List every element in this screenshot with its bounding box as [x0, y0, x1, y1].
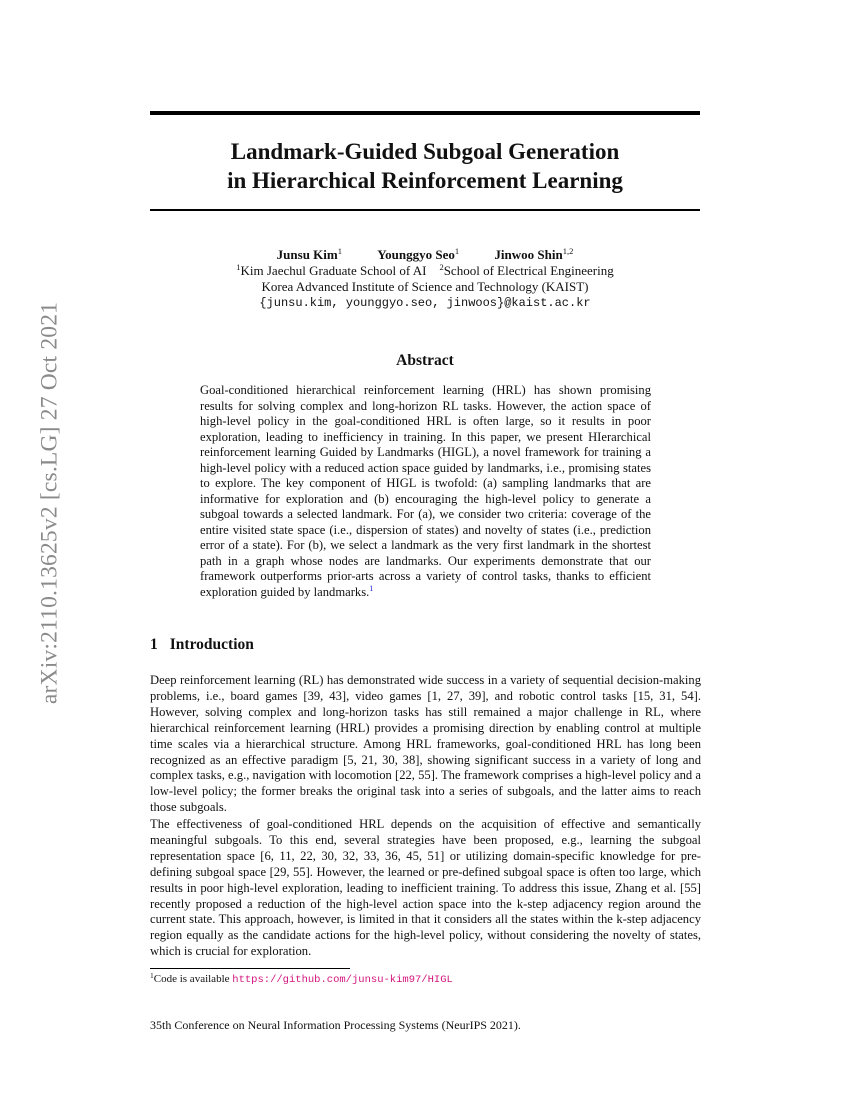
conference-note: 35th Conference on Neural Information Processing Systems (NeurIPS 2021).	[150, 1018, 521, 1032]
footnote: $^1$Code is available https://github.com/junsu-kim97/HIGL	[150, 971, 453, 986]
author: Junsu Kim$^1$	[276, 246, 342, 262]
arxiv-stamp: arXiv:2110.13625v2 [cs.LG] 27 Oct 2021	[36, 301, 63, 705]
author: Jinwoo Shin$^{1,2}$	[494, 246, 574, 262]
author-block	[150, 247, 700, 311]
footnote-ref[interactable]: 1	[369, 583, 374, 593]
code-link[interactable]: https://github.com/junsu-kim97/HIGL	[232, 974, 453, 986]
title-line-2: in Hierarchical Reinforcement Learning	[227, 168, 623, 193]
paper-title	[150, 137, 700, 195]
abstract-text: Goal-conditioned hierarchical reinforcement learning (HRL) has shown promising results for solving complex and long-horizon RL tasks. However, the action space of high-level policy in the goal-conditioned HRL is often large, so it results in poor exploration, leading to inefficiency in training. In this paper, we present HIerarchical reinforcement learning Guided by Landmarks (HIGL), a novel framework for training a high-level policy with a reduced action space guided by landmarks, i.e., promising states to explore. The key component of HIGL is twofold: (a) sampling landmarks that are informative for exploration and (b) encouraging the high-level policy to generate a subgoal towards a selected landmark. For (a), we consider two criteria: coverage of the entire visited state space (i.e., dispersion of states) and novelty of states (i.e., prediction error of a state). For (b), we select a landmark as the very first landmark in the shortest path in a graph whose nodes are landmarks. Our experiments demonstrate that our framework outperforms prior-arts across a variety of control tasks, thanks to efficient exploration guided by landmarks.$^1$	[200, 383, 651, 599]
intro-paragraph-2: The effectiveness of goal-conditioned HRL depends on the acquisition of effective and semantically meaningful subgoals. To this end, several strategies have been proposed, e.g., learning the subgoal representation space [6, 11, 22, 30, 32, 33, 36, 45, 51] or utilizing domain-specific knowledge for pre-defining subgoal space [29, 55]. However, the learned or pre-defined subgoal space is often too large, which results in poor high-level exploration, leading to inefficient training. To address this issue, Zhang et al. [55] recently proposed a reduction of the high-level action space into the k-step adjacency region around the current state. This approach, however, is limited in that it considers all the states within the k-step adjacency region equally as the candidate actions for the high-level policy, without considering the novelty of states, which is crucial for exploration.	[150, 817, 701, 959]
intro-paragraph-1: Deep reinforcement learning (RL) has demonstrated wide success in a variety of sequential decision-making problems, i.e., board games [39, 43], video games [1, 27, 39], and robotic control tasks [15, 31, 54]. However, solving complex and long-horizon tasks has still remained a major challenge in RL, where hierarchical reinforcement learning (HRL) provides a promising direction by enabling control at multiple time scales via a hierarchical structure. Among HRL frameworks, goal-conditioned HRL has long been recognized as an effective paradigm [5, 21, 30, 38], showing significant success in a variety of long and complex tasks, e.g., navigation with locomotion [22, 55]. The framework comprises a high-level policy and a low-level policy; the former breaks the original task into a series of subgoals, and the latter aims to reach those subgoals.	[150, 673, 701, 815]
footnote-rule	[150, 968, 350, 969]
title-line-1: Landmark-Guided Subgoal Generation	[230, 139, 620, 164]
author-names	[150, 247, 700, 263]
institute: Korea Advanced Institute of Science and Technology (KAIST)	[261, 279, 589, 294]
author: Younggyo Seo$^1$	[377, 246, 460, 262]
abstract-heading: Abstract	[396, 352, 454, 369]
affiliation-line: $^1$Kim Jaechul Graduate School of AI $^2$School of Electrical Engineering	[236, 262, 614, 278]
author-emails: {junsu.kim, younggyo.seo, jinwoos}@kaist.ac.kr	[259, 296, 591, 310]
title-bottom-rule	[150, 209, 700, 211]
section-heading: 1 Introduction	[150, 636, 254, 653]
title-top-rule	[150, 111, 700, 115]
